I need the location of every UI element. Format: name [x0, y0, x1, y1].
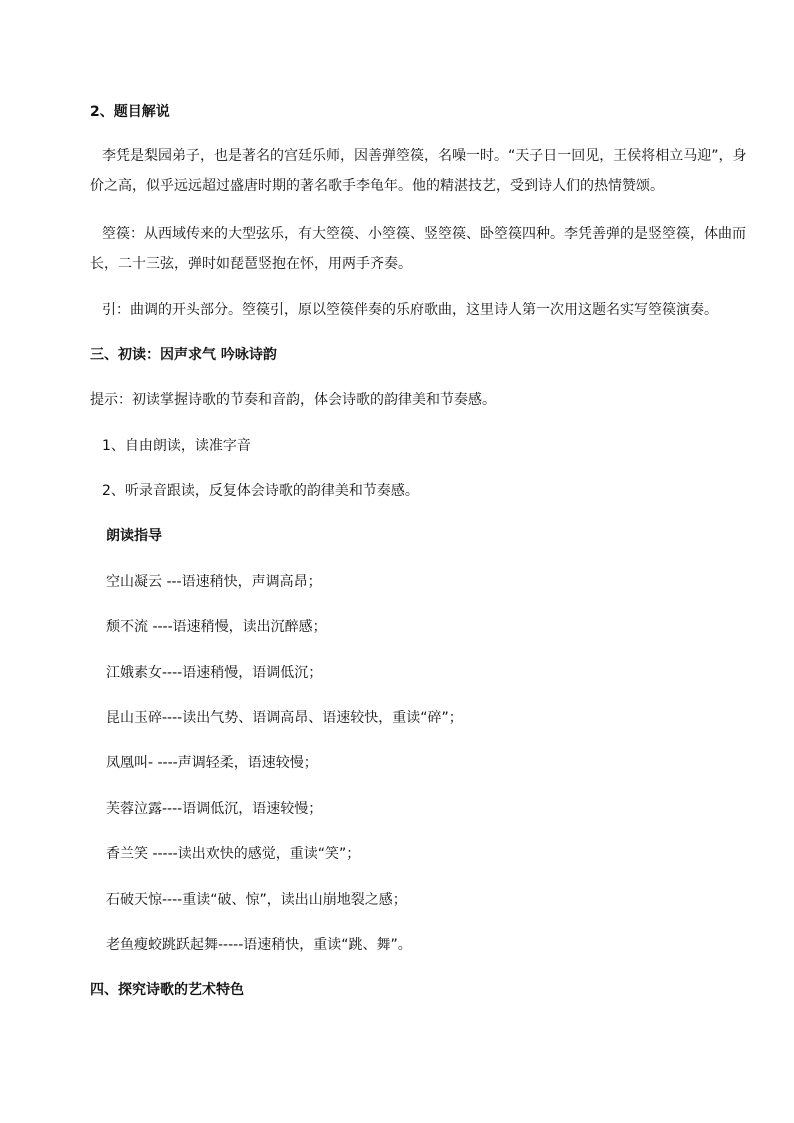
guide-item: 颓不流 ----语速稍慢，读出沉醉感； [106, 619, 327, 635]
guide-item: 石破天惊----重读“破、惊”，读出山崩地裂之感； [106, 892, 407, 908]
guide-item: 香兰笑 -----读出欢快的感觉，重读“笑”； [106, 846, 361, 862]
guide-item: 老鱼瘦蛟跳跃起舞-----语速稍快，重读“跳、舞”。 [106, 937, 412, 953]
section-heading-2: 2、题目解说 [90, 104, 170, 120]
guide-item: 江娥素女----语速稍慢，语调低沉； [106, 665, 323, 681]
paragraph-3: 引：曲调的开头部分。箜篌引，原以箜篌伴奏的乐府歌曲，这里诗人第一次用这题名实写箜篌演奏。 [102, 302, 718, 318]
paragraph-2-line-1: 箜篌：从西域传来的大型弦乐，有大箜篌、小箜篌、竖箜篌、卧箜篌四种。李凭善弹的是竖箜篌，体曲而 [102, 226, 746, 242]
step-1: 1、自由朗读，读准字音 [102, 438, 251, 454]
paragraph-1-line-1: 李凭是梨园弟子，也是著名的宫廷乐师，因善弹箜篌，名噪一时。“天子日一回见，王侯将相立马迎”，身 [102, 148, 747, 164]
guide-item: 空山凝云 ---语速稍快，声调高昂； [106, 574, 322, 590]
paragraph-2-line-2: 长，二十三弦，弹时如琵琶竖抱在怀，用两手齐奏。 [90, 256, 412, 272]
guide-item: 芙蓉泣露----语调低沉，语速较慢； [106, 801, 323, 817]
guide-item: 昆山玉碎----读出气势、语调高昂、语速较快，重读“碎”； [106, 710, 463, 726]
guide-title: 朗读指导 [106, 528, 162, 544]
reading-tip: 提示：初读掌握诗歌的节奏和音韵，体会诗歌的韵律美和节奏感。 [90, 392, 496, 408]
section-heading-4: 四、探究诗歌的艺术特色 [90, 982, 244, 998]
step-2: 2、听录音跟读，反复体会诗歌的韵律美和节奏感。 [102, 483, 419, 499]
paragraph-1-line-2: 价之高，似乎远远超过盛唐时期的著名歌手李龟年。他的精湛技艺，受到诗人们的热情赞颂。 [90, 178, 664, 194]
section-heading-3: 三、初读：因声求气 吟咏诗韵 [90, 347, 277, 363]
guide-item: 凤凰叫- ----声调轻柔，语速较慢； [106, 755, 318, 771]
